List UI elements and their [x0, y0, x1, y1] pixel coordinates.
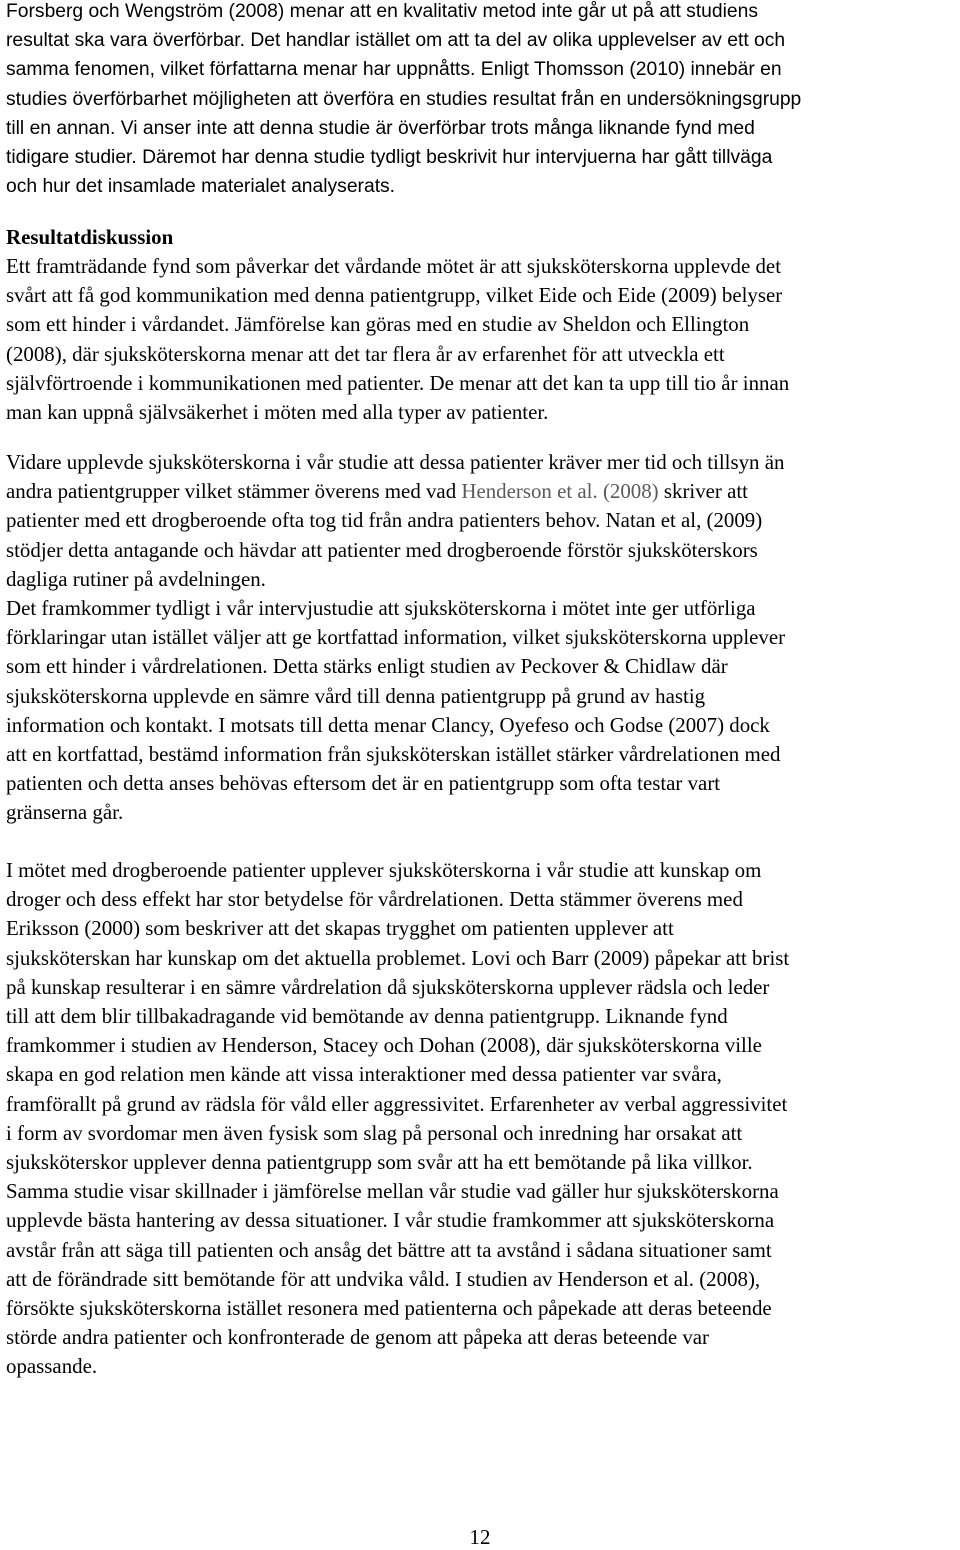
text-line: att de förändrade sitt bemötande för att undvika våld. I studien av Henderson et al. (2008), — [6, 1266, 761, 1291]
text-line: Vidare upplevde sjuksköterskorna i vår studie att dessa patienter kräver mer tid och tillsyn än — [6, 450, 785, 474]
text-line: sjuksköterskorna upplevde en sämre vård till denna patientgrupp på grund av hastig — [6, 683, 706, 708]
text-line: som ett hinder i vårdandet. Jämförelse kan göras med en studie av Sheldon och Ellington — [6, 312, 750, 337]
text-line: tidigare studier. Däremot har denna studie tydligt beskrivit hur intervjuerna har gått tillväga — [6, 147, 773, 169]
text-line: som ett hinder i vårdrelationen. Detta stärks enligt studien av Peckover & Chidlaw där — [6, 654, 728, 679]
text-line: Samma studie visar skillnader i jämförelse mellan vår studie vad gäller hur sjuksköterskorna — [6, 1179, 779, 1204]
section-heading: Resultatdiskussion — [6, 225, 174, 249]
text-line: I mötet med drogberoende patienter upplever sjuksköterskorna i vår studie att kunskap om — [6, 858, 762, 882]
text-line: patienter med ett drogberoende ofta tog tid från andra patienters behov. Natan et al, (2009) — [6, 508, 763, 533]
text-line: störde andra patienter och konfronterade de genom att påpeka att deras beteende var — [6, 1325, 709, 1350]
text-line: Eriksson (2000) som beskriver att det skapas trygghet om patienten upplever att — [6, 916, 674, 941]
text-line: Forsberg och Wengström (2008) menar att en kvalitativ metod inte går ut på att studiens — [6, 1, 758, 22]
motet-paragraph — [6, 856, 789, 1382]
text-line: svårt att få god kommunikation med denna patientgrupp, vilket Eide och Eide (2009) belyser — [6, 283, 783, 308]
text-line: Ett framträdande fynd som påverkar det vårdande mötet är att sjuksköterskorna upplevde det — [6, 254, 782, 278]
text-line: opassande. — [6, 1354, 98, 1379]
reference-name: Henderson et al. — [461, 479, 598, 504]
text-line: man kan uppnå självsäkerhet i möten med alla typer av patienter. — [6, 400, 549, 425]
text-line: resultat ska vara överförbar. Det handlar istället om att ta del av olika upplevelser av ett och — [6, 30, 786, 52]
text-line: att en kortfattad, bestämd information från sjuksköterskan istället stärker vårdrelationen med — [6, 742, 781, 767]
intro-paragraph — [6, 0, 801, 201]
text-line: självförtroende i kommunikationen med patienter. De menar att det kan ta upp till tio år innan — [6, 370, 790, 395]
text-line: droger och dess effekt har stor betydelse för vårdrelationen. Detta stämmer överens med — [6, 887, 743, 912]
text-line: försökte sjuksköterskorna istället resonera med patienterna och påpekade att deras beteende — [6, 1296, 772, 1321]
page-number: 12 — [469, 1525, 491, 1549]
text-line — [6, 477, 785, 506]
text-line: sjuksköterskor upplever denna patientgrupp som svår att ha ett bemötande på lika villkor. — [6, 1150, 753, 1175]
text-line: förklaringar utan istället väljer att ge kortfattad information, vilket sjuksköterskorna upplever — [6, 625, 786, 650]
text-line: i form av svordomar men även fysisk som slag på personal och inredning har orsakat att — [6, 1120, 743, 1145]
text-line: på kunskap resulterar i en sämre vårdrelation då sjuksköterskorna upplever rädsla och leder — [6, 974, 770, 999]
text-line: framkommer i studien av Henderson, Stacey och Dohan (2008), där sjuksköterskorna ville — [6, 1033, 762, 1058]
text-line: skapa en god relation men kände att vissa interaktioner med dessa patienter var svåra, — [6, 1062, 722, 1087]
text-line: avstår från att säga till patienten och ansåg det bättre att ta avstånd i sådana situationer samt — [6, 1237, 772, 1262]
reference-year: (2008) — [602, 479, 659, 504]
vidare-paragraph — [6, 448, 785, 828]
text-line: framförallt på grund av rädsla för våld eller aggressivitet. Erfarenheter av verbal aggressivitet — [6, 1091, 788, 1116]
text-line: dagliga rutiner på avdelningen. — [6, 566, 266, 591]
text-line: Det framkommer tydligt i vår intervjustudie att sjuksköterskorna i mötet inte ger utförliga — [6, 596, 756, 621]
text-line: samma fenomen, vilket författarna menar har uppnåtts. Enligt Thomsson (2010) innebär en — [6, 59, 782, 81]
text-line: studies överförbarhet möjligheten att överföra en studies resultat från en undersökningsgrupp — [6, 88, 802, 110]
text-segment: skriver att — [658, 479, 748, 504]
text-line: stödjer detta antagande och hävdar att patienter med drogberoende förstör sjuksköterskors — [6, 537, 758, 562]
text-line: information och kontakt. I motsats till detta menar Clancy, Oyefeso och Godse (2007) dock — [6, 712, 770, 737]
text-segment: andra patientgrupper vilket stämmer överens med vad — [6, 479, 462, 504]
result-discussion-paragraph — [6, 252, 789, 427]
text-line: patienten och detta anses behövas eftersom det är en patientgrupp som ofta testar vart — [6, 771, 721, 796]
text-line: och hur det insamlade materialet analyserats. — [6, 176, 396, 198]
text-line: gränserna går. — [6, 800, 124, 825]
text-line: till en annan. Vi anser inte att denna studie är överförbar trots många liknande fynd med — [6, 117, 755, 139]
text-line: (2008), där sjuksköterskorna menar att det tar flera år av erfarenhet för att utveckla ett — [6, 341, 725, 366]
text-line: upplevde bästa hantering av dessa situationer. I vår studie framkommer att sjuksköterskorna — [6, 1208, 775, 1233]
text-line: till att dem blir tillbakadragande vid bemötande av denna patientgrupp. Liknande fynd — [6, 1004, 728, 1029]
text-line: sjuksköterskan har kunskap om det aktuella problemet. Lovi och Barr (2009) påpekar att brist — [6, 945, 790, 970]
